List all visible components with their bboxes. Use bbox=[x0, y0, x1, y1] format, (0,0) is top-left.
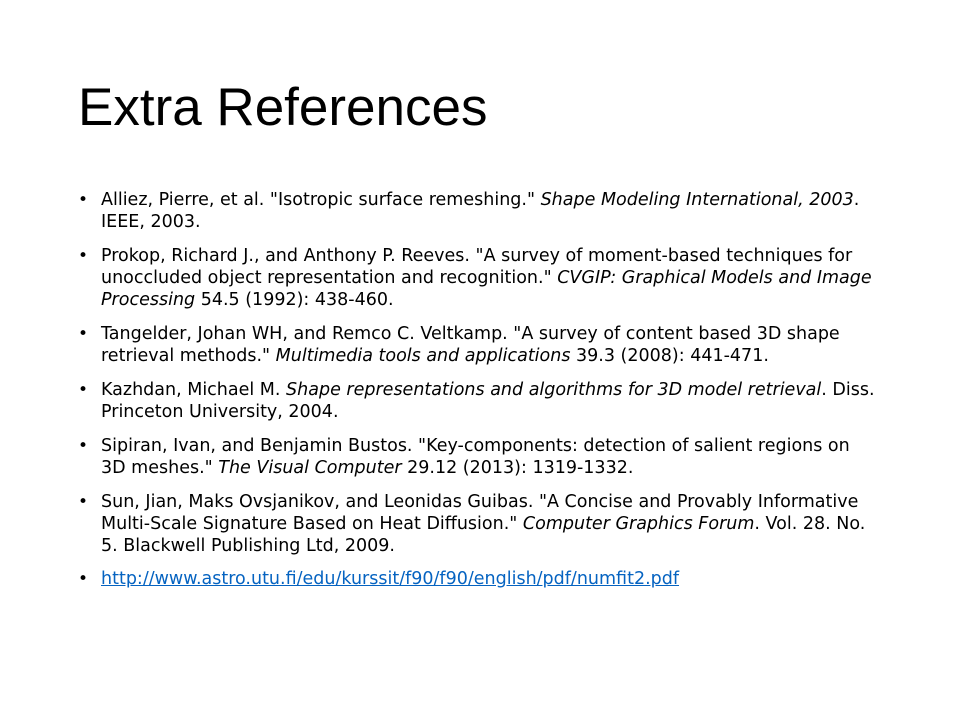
reference-item-3 bbox=[78, 323, 878, 367]
bullet-icon: • bbox=[78, 492, 89, 512]
reference-text bbox=[101, 190, 859, 232]
reference-part: . Vol. 28. No. 5. Blackwell Publishing Ltd, 2009. bbox=[101, 514, 866, 556]
reference-part-italic: Shape representations and algorithms for 3D model retrieval bbox=[286, 380, 822, 400]
reference-item-5 bbox=[78, 435, 878, 479]
reference-list bbox=[78, 189, 878, 602]
reference-item-link bbox=[78, 568, 878, 590]
reference-text bbox=[101, 246, 872, 310]
page-title: Extra References bbox=[78, 78, 488, 137]
bullet-icon: • bbox=[78, 324, 89, 344]
reference-part-italic: Computer Graphics Forum bbox=[522, 514, 755, 534]
reference-item-1 bbox=[78, 189, 878, 233]
reference-part: . IEEE, 2003. bbox=[101, 190, 860, 232]
reference-part-italic: Multimedia tools and applications bbox=[275, 346, 571, 366]
reference-item-6 bbox=[78, 491, 878, 557]
reference-part: Prokop, Richard J., and Anthony P. Reeves. "A survey of moment-based techniques for unoccluded object representation and recognition." bbox=[101, 246, 853, 288]
bullet-icon: • bbox=[78, 246, 89, 266]
reference-part-italic: Shape Modeling International, 2003 bbox=[540, 190, 854, 210]
reference-part-italic: The Visual Computer bbox=[218, 458, 402, 478]
reference-part: . Diss. Princeton University, 2004. bbox=[101, 380, 875, 422]
reference-part: Sipiran, Ivan, and Benjamin Bustos. "Key-components: detection of salient regions on 3D meshes." bbox=[101, 436, 850, 478]
reference-item-4 bbox=[78, 379, 878, 423]
reference-text bbox=[101, 324, 840, 366]
reference-part: 29.12 (2013): 1319-1332. bbox=[401, 458, 634, 478]
reference-part: Alliez, Pierre, et al. "Isotropic surface remeshing." bbox=[101, 190, 541, 210]
bullet-icon: • bbox=[78, 190, 89, 210]
reference-part: 54.5 (1992): 438-460. bbox=[195, 290, 394, 310]
reference-link[interactable]: http://www.astro.utu.fi/edu/kurssit/f90/f90/english/pdf/numfit2.pdf bbox=[101, 569, 680, 589]
reference-part-italic: CVGIP: Graphical Models and Image Processing bbox=[101, 268, 872, 310]
reference-item-2 bbox=[78, 245, 878, 311]
reference-part: Kazhdan, Michael M. bbox=[101, 380, 287, 400]
reference-part: 39.3 (2008): 441-471. bbox=[570, 346, 769, 366]
reference-part: Sun, Jian, Maks Ovsjanikov, and Leonidas Guibas. "A Concise and Provably Informative Multi-Scale Signature Based on Heat Diffusion." bbox=[101, 492, 859, 534]
reference-part: Tangelder, Johan WH, and Remco C. Veltkamp. "A survey of content based 3D shape retrieval methods." bbox=[101, 324, 840, 366]
reference-text bbox=[101, 436, 850, 478]
bullet-icon: • bbox=[78, 436, 89, 456]
reference-text bbox=[101, 380, 875, 422]
bullet-icon: • bbox=[78, 569, 89, 589]
reference-text bbox=[101, 492, 865, 556]
bullet-icon: • bbox=[78, 380, 89, 400]
